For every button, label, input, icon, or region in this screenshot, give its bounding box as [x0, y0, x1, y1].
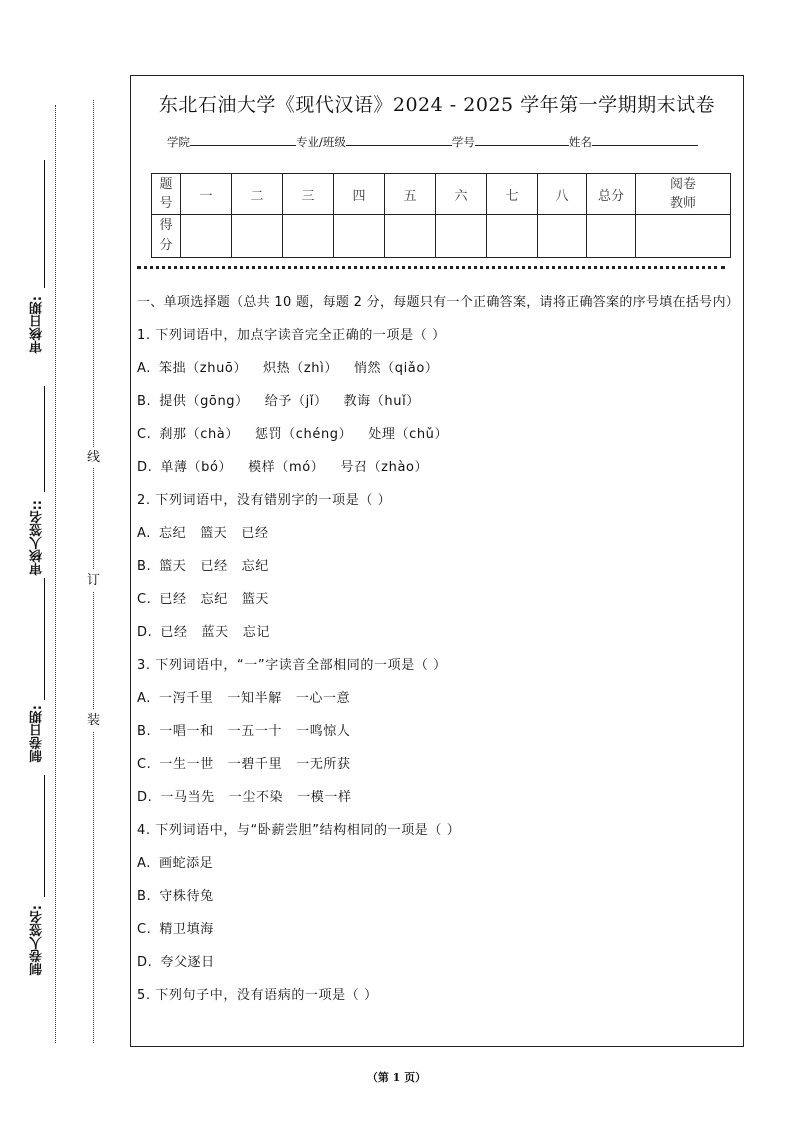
score-entry-cell[interactable] [181, 215, 232, 258]
option-term: 守株待兔 [159, 889, 214, 904]
option-letter: B. [137, 559, 152, 574]
score-header-cell: 总分 [587, 174, 636, 215]
question-stem: 3. 下列词语中，“一”字读音全部相同的一项是（ ） [137, 658, 447, 673]
option-term: 单薄（bó） [160, 460, 233, 475]
option-term: 画蛇添足 [159, 856, 214, 871]
option-term: 一马当先 [160, 790, 215, 805]
exam-date-label: 制卷日期: [30, 705, 45, 763]
option-term: 一唱一和 [159, 724, 214, 739]
option-term: 篮天 [200, 526, 228, 541]
option-term: 一泻千里 [159, 691, 214, 706]
answer-option[interactable] [137, 781, 737, 814]
score-table-header-row [152, 174, 731, 215]
questions-content [137, 292, 740, 1012]
reviewer-signature-label: 审核人签名:: [30, 500, 45, 576]
college-field[interactable] [190, 133, 296, 146]
option-term: 已经 [200, 559, 228, 574]
score-header-cell: 六 [436, 174, 487, 215]
page-number: （第 1 页） [366, 1071, 427, 1084]
option-term: 蓝天 [201, 625, 229, 640]
name-field[interactable] [592, 133, 698, 146]
answer-option[interactable] [137, 550, 737, 583]
score-header-cell: 四 [334, 174, 385, 215]
reviewer-signature-blank[interactable] [44, 386, 45, 492]
option-term: 忘纪 [159, 526, 187, 541]
option-term: 惩罚（chéng） [254, 427, 353, 442]
binding-char-order: 订 [87, 570, 100, 591]
option-letter: A. [137, 361, 151, 376]
answer-option[interactable] [137, 946, 737, 979]
student-info-row [167, 133, 698, 150]
option-term: 一心一意 [295, 691, 351, 706]
answer-option[interactable] [137, 385, 737, 418]
answer-option[interactable] [137, 748, 737, 781]
question-stem: 2. 下列词语中，没有错别字的一项是（ ） [137, 493, 392, 508]
answer-option[interactable] [137, 715, 737, 748]
dotted-separator [137, 266, 725, 269]
option-letter: C. [137, 757, 152, 772]
answer-option[interactable] [137, 616, 737, 649]
option-term: 忘记 [242, 625, 270, 640]
question-stem: 5. 下列句子中，没有语病的一项是（ ） [137, 988, 378, 1003]
score-header-cell: 二 [232, 174, 283, 215]
option-term: 刹那（chà） [159, 427, 239, 442]
name-label: 姓名 [568, 135, 592, 149]
option-term: 忘纪 [241, 559, 269, 574]
option-term: 已经 [159, 592, 187, 607]
exam-title: 东北石油大学《现代汉语》2024 - 2025 学年第一学期期末试卷 [158, 94, 716, 116]
option-term: 处理（chǔ） [368, 427, 449, 442]
option-letter: A. [137, 856, 151, 871]
binding-char-bind: 装 [87, 710, 100, 731]
exam-author-signature-blank[interactable] [44, 775, 45, 897]
option-letter: D. [137, 625, 153, 640]
question-stem: 1. 下列词语中，加点字读音完全正确的一项是（ ） [137, 328, 446, 343]
option-letter: B. [137, 724, 152, 739]
score-header-cell: 阅卷 教师 [636, 174, 731, 215]
answer-option[interactable] [137, 451, 737, 484]
major-field[interactable] [346, 133, 452, 146]
option-letter: B. [137, 394, 152, 409]
answer-option[interactable] [137, 583, 737, 616]
exam-date-blank[interactable] [44, 578, 45, 700]
option-term: 模样（mó） [248, 460, 325, 475]
question-stem: 4. 下列词语中，与“卧薪尝胆”结构相同的一项是（ ） [137, 823, 461, 838]
option-term: 给予（jǐ） [264, 394, 328, 409]
option-term: 一尘不染 [228, 790, 284, 805]
option-term: 篮天 [241, 592, 270, 607]
answer-option[interactable] [137, 682, 737, 715]
option-term: 一知半解 [227, 691, 282, 706]
score-entry-cell[interactable] [232, 215, 283, 258]
score-entry-cell[interactable] [587, 215, 636, 258]
option-term: 忘纪 [200, 592, 228, 607]
option-letter: D. [137, 790, 153, 805]
option-term: 一碧千里 [227, 757, 283, 772]
answer-option[interactable] [137, 880, 737, 913]
score-entry-cell[interactable] [283, 215, 334, 258]
option-term: 一生一世 [159, 757, 214, 772]
option-letter: C. [137, 592, 152, 607]
option-term: 笨拙（zhuō） [159, 361, 248, 376]
score-entry-cell[interactable] [385, 215, 436, 258]
option-letter: C. [137, 922, 152, 937]
score-header-question-label: 题 号 [152, 174, 181, 215]
score-header-cell: 七 [487, 174, 538, 215]
score-entry-cell[interactable] [636, 215, 731, 258]
score-header-cell: 五 [385, 174, 436, 215]
major-label: 专业/班级 [296, 135, 346, 149]
option-term: 已经 [160, 625, 188, 640]
answer-option[interactable] [137, 352, 737, 385]
option-term: 悄然（qiǎo） [353, 361, 439, 376]
score-entry-cell[interactable] [487, 215, 538, 258]
option-letter: D. [137, 460, 153, 475]
option-letter: A. [137, 691, 151, 706]
college-label: 学院 [167, 135, 190, 149]
margin-dotted-line-outer [55, 105, 56, 1043]
option-letter: D. [137, 955, 153, 970]
score-header-cell: 三 [283, 174, 334, 215]
score-header-cell: 八 [538, 174, 587, 215]
option-term: 已经 [241, 526, 269, 541]
option-term: 一模一样 [297, 790, 352, 805]
binding-char-line: 线 [87, 447, 100, 468]
score-entry-cell[interactable] [334, 215, 385, 258]
option-term: 夸父逐日 [160, 955, 215, 970]
option-term: 提供（gōng） [159, 394, 249, 409]
exam-author-signature-label: 制卷人签名: [30, 905, 45, 976]
review-date-blank[interactable] [44, 160, 45, 288]
option-letter: A. [137, 526, 151, 541]
answer-option[interactable] [137, 418, 737, 451]
answer-option[interactable] [137, 847, 737, 880]
score-entry-cell[interactable] [436, 215, 487, 258]
score-entry-cell[interactable] [538, 215, 587, 258]
section-heading: 一、单项选择题（总共 10 题，每题 2 分，每题只有一个正确答案，请将正确答案的序号填在括号内） [137, 295, 740, 310]
review-date-label: 审核日期: [30, 296, 45, 354]
option-term: 一无所获 [296, 757, 351, 772]
answer-option[interactable] [137, 913, 737, 946]
score-table-score-row [152, 215, 731, 258]
student-id-label: 学号 [451, 135, 475, 149]
student-id-field[interactable] [475, 133, 569, 146]
option-term: 精卫填海 [159, 922, 214, 937]
option-term: 篮天 [159, 559, 187, 574]
option-term: 教诲（huǐ） [343, 394, 420, 409]
option-term: 一鸣惊人 [296, 724, 351, 739]
option-term: 炽热（zhì） [263, 361, 338, 376]
answer-option[interactable] [137, 517, 737, 550]
score-table [151, 173, 731, 258]
score-row-label: 得 分 [152, 215, 181, 258]
exam-frame [130, 75, 744, 1047]
option-letter: B. [137, 889, 152, 904]
option-letter: C. [137, 427, 152, 442]
option-term: 一五一十 [227, 724, 283, 739]
option-term: 号召（zhào） [340, 460, 429, 475]
score-header-cell: 一 [181, 174, 232, 215]
